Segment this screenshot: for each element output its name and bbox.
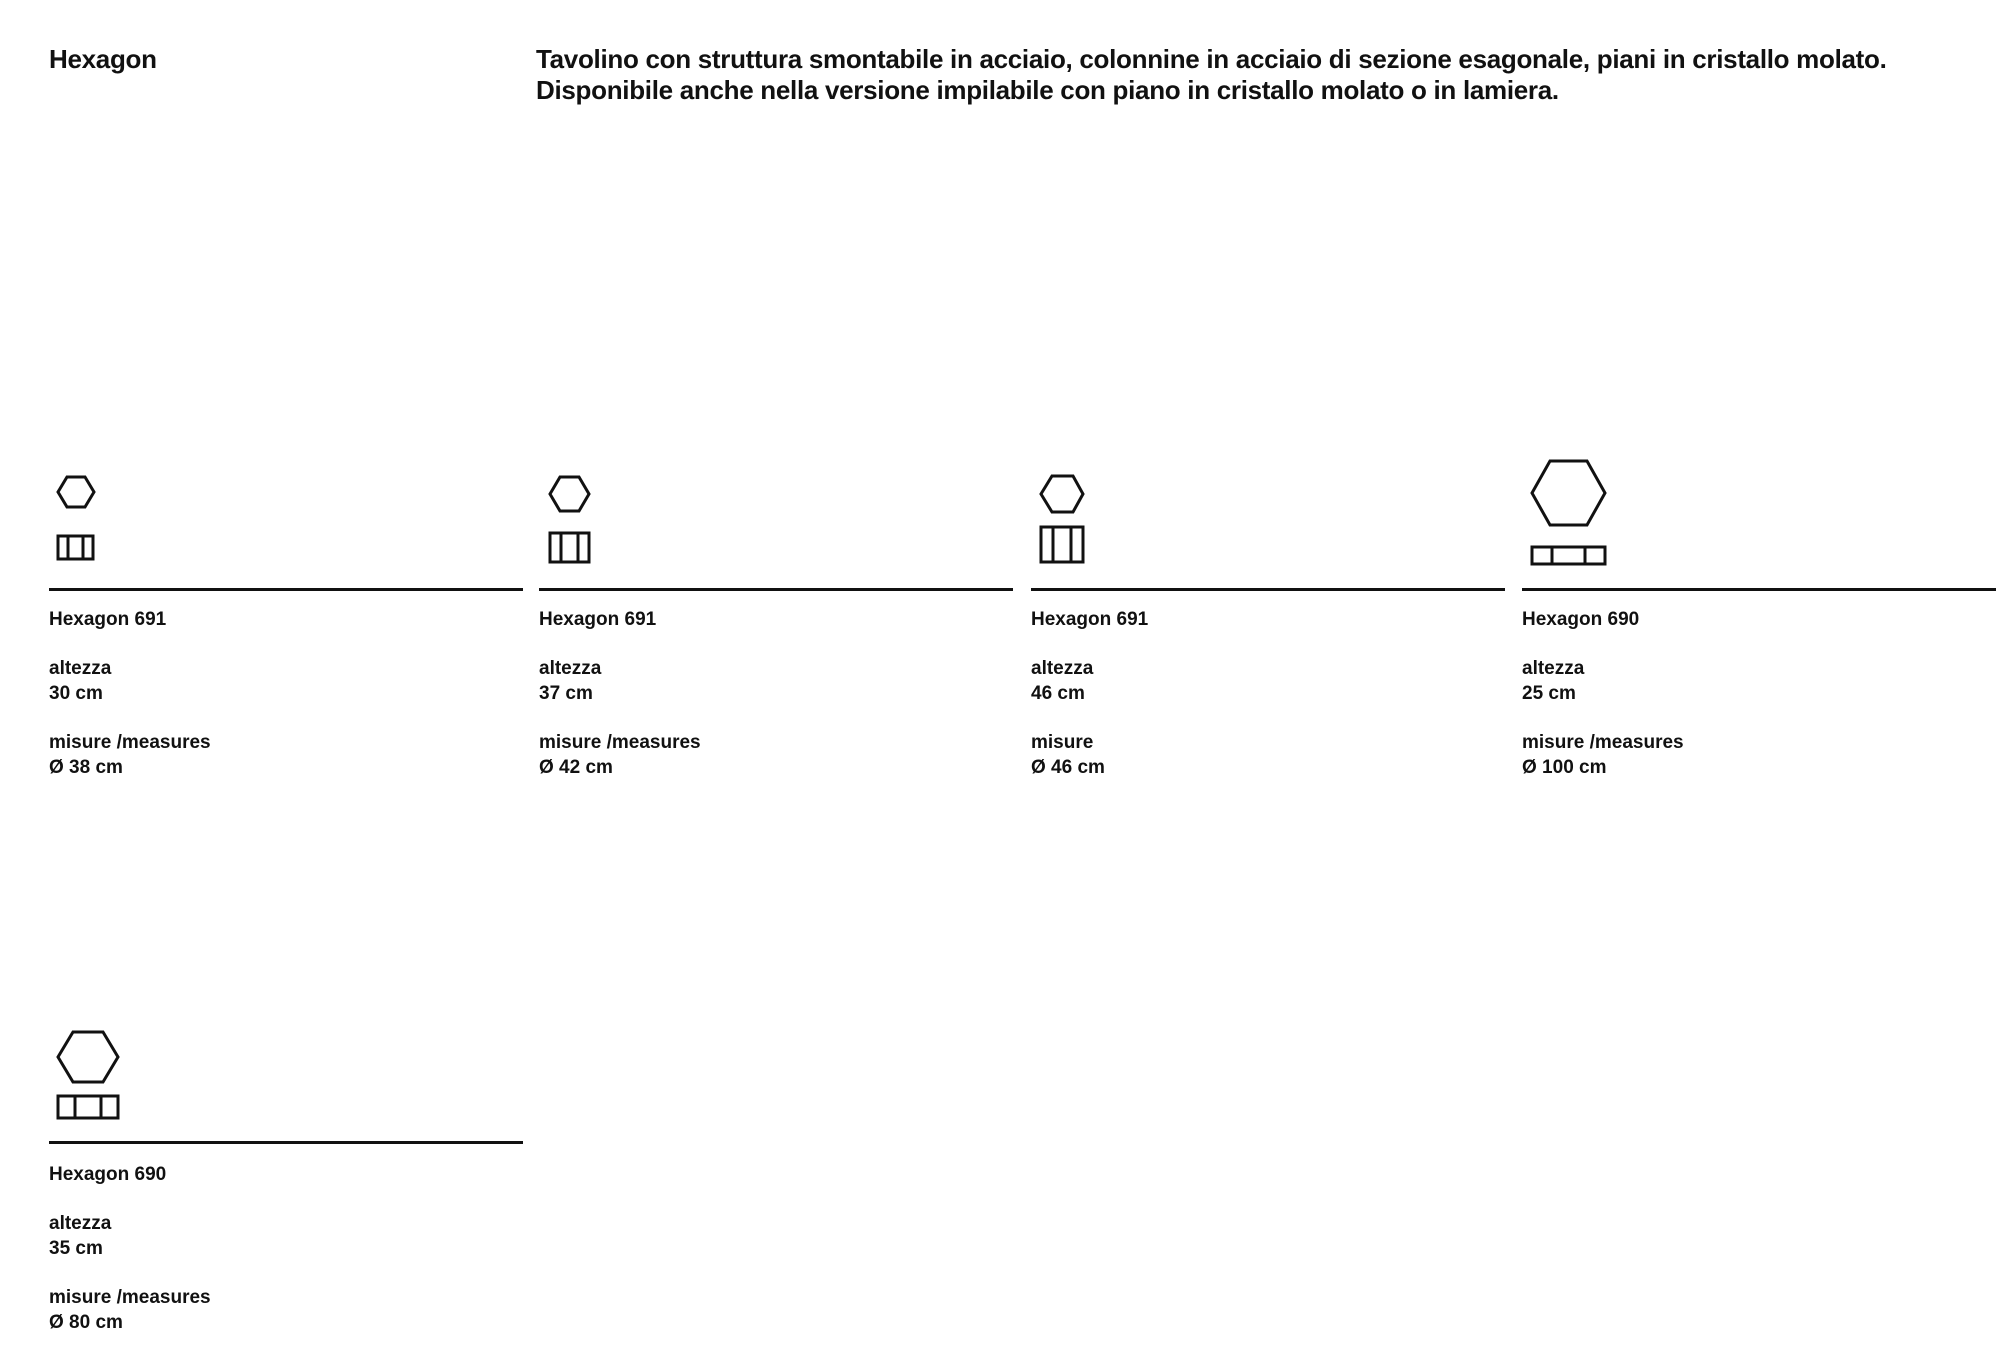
measures-value: Ø 100 cm [1522, 757, 1607, 778]
height-value: 30 cm [49, 683, 103, 704]
table-top-hexagon-icon [58, 477, 94, 507]
divider [1031, 588, 1505, 591]
product-name: Hexagon 690 [1522, 609, 1640, 630]
product-name: Hexagon 691 [49, 609, 167, 630]
measures-label: misure /measures [49, 1287, 211, 1308]
table-side-view-icon [58, 536, 93, 559]
table-drawing-icon [49, 470, 169, 590]
product-card-1 [49, 470, 523, 790]
measures-label: misure /measures [1522, 732, 1684, 753]
height-label: altezza [1522, 658, 1585, 679]
height-label: altezza [539, 658, 602, 679]
measures-value: Ø 38 cm [49, 757, 123, 778]
height-label: altezza [1031, 658, 1094, 679]
height-value: 46 cm [1031, 683, 1085, 704]
height-value: 25 cm [1522, 683, 1576, 704]
table-top-hexagon-icon [58, 1032, 118, 1082]
table-side-view-icon [550, 533, 589, 562]
table-top-hexagon-icon [1041, 476, 1083, 512]
product-description [536, 44, 1976, 106]
height-label: altezza [49, 1213, 112, 1234]
measures-value: Ø 46 cm [1031, 757, 1105, 778]
product-card-2 [539, 470, 1013, 790]
height-value: 37 cm [539, 683, 593, 704]
table-top-hexagon-icon [1532, 461, 1605, 525]
measures-label: misure /measures [49, 732, 211, 753]
table-drawing-icon [1031, 470, 1151, 590]
height-value: 35 cm [49, 1238, 103, 1259]
product-name: Hexagon 691 [539, 609, 657, 630]
measures-value: Ø 80 cm [49, 1312, 123, 1333]
table-side-view-icon [1041, 527, 1083, 562]
divider [539, 588, 1013, 591]
description-line-1: Tavolino con struttura smontabile in acciaio, colonnine in acciaio di sezione esagonale, piani in cristallo molato. [536, 44, 1887, 74]
divider [49, 588, 523, 591]
product-card-3 [1031, 470, 1505, 790]
product-card-4 [1522, 455, 1996, 778]
table-side-view-icon [58, 1096, 118, 1118]
divider [49, 1141, 523, 1144]
measures-label: misure [1031, 732, 1094, 753]
table-side-view-icon [1532, 547, 1605, 564]
table-top-hexagon-icon [550, 477, 589, 511]
product-name: Hexagon 691 [1031, 609, 1149, 630]
page-title: Hexagon [49, 44, 157, 74]
table-drawing-icon [49, 1025, 169, 1145]
measures-value: Ø 42 cm [539, 757, 613, 778]
measures-label: misure /measures [539, 732, 701, 753]
height-label: altezza [49, 658, 112, 679]
divider [1522, 588, 1996, 591]
product-card-5 [49, 1025, 523, 1345]
description-line-2: Disponibile anche nella versione impilabile con piano in cristallo molato o in lamiera. [536, 75, 1559, 105]
product-name: Hexagon 690 [49, 1164, 167, 1185]
table-drawing-icon [539, 470, 659, 590]
table-drawing-icon [1522, 455, 1642, 590]
